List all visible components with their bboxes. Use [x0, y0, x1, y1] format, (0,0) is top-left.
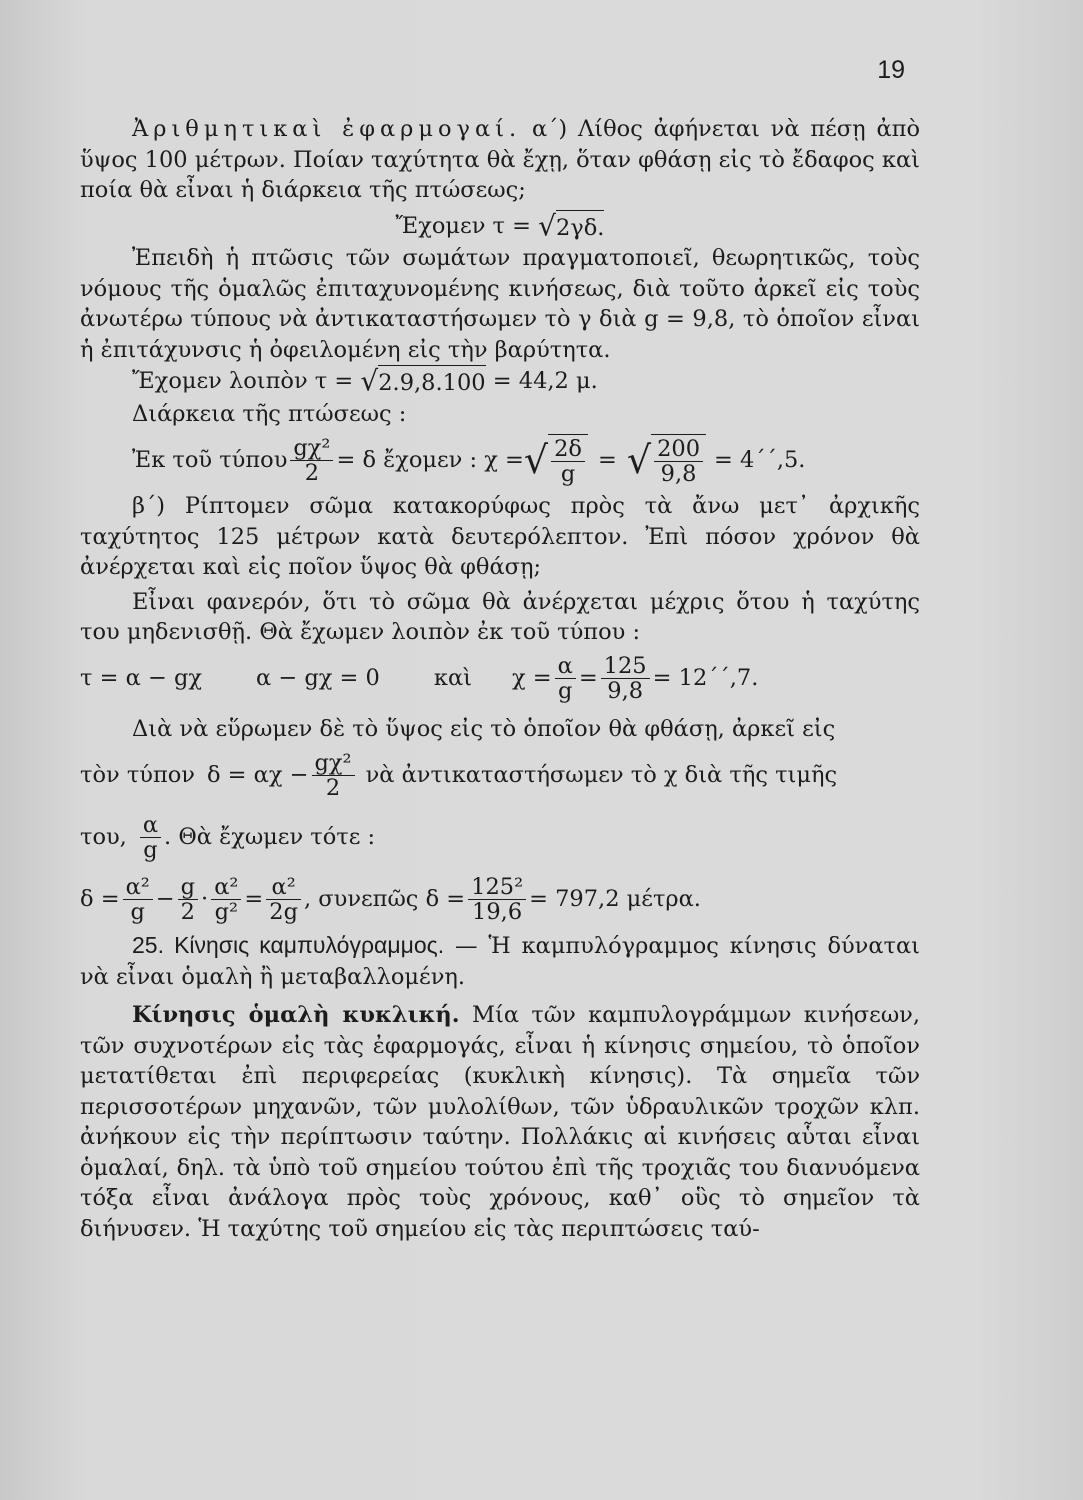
equals-sign: = [597, 446, 617, 473]
fraction [468, 875, 526, 924]
eq2-radicand: 2.9,8.100 [378, 365, 485, 399]
fraction [555, 654, 576, 703]
sqrt-symbol: √ $\frac{200}{9,8}$ [627, 434, 706, 486]
formula2-f2: α − gχ = 0 [256, 665, 380, 692]
fraction [178, 875, 198, 924]
fraction-denominator: g [558, 678, 573, 704]
formula3-prefix: τὸν τύπον [80, 761, 195, 788]
formula-value [80, 806, 920, 868]
eq2-lhs: τ = [314, 367, 354, 394]
fraction-denominator: g² [214, 898, 239, 925]
section-25-title: 25. Κίνησις καμπυλόγραμμος. [132, 932, 445, 958]
exercise-heading: Ἀριθμητικαὶ ἐφαρμογαί. [132, 116, 522, 142]
fraction-denominator: 9,8 [607, 678, 644, 704]
eq1-radicand: 2γδ. [556, 210, 604, 244]
formula4-prefix: του, [80, 823, 127, 850]
uniform-circular-text: Μία τῶν καμπυλογράμμων κινήσεων, τῶν συχνοτέρων εἰς τὰς ἐφαρμογάς, εἶναι ἡ κίνησις σημείου, τὸ ὁποῖον μετατίθεται ἐπὶ περιφερείας (κυκλικὴ κίνησις). Τὰ σημεῖα τῶν περισσοτέρων μηχανῶν, τῶν μυλολίθων, τῶν ὑδραυλικῶν τροχῶν κλπ. ἀνήκουν εἰς τὴν περίπτωσιν ταύτην. Πολλάκις αἱ κινήσεις αὗται εἶναι ὁμαλαί, δηλ. τὰ ὑπὸ τοῦ σημείου τούτου ἐπὶ τῆς τροχιᾶς του διανυόμενα τόξα εἶναι ἀνάλογα πρὸς τοὺς χρόνους, καθ᾽ οὓς τὸ σημεῖον τὰ διήνυσεν. Ἡ ταχύτης τοῦ σημείου εἰς τὰς περιπτώσεις ταύ- [80, 1002, 921, 1242]
paragraph-since: Ἐπειδὴ ἡ πτῶσις τῶν σωμάτων πραγματοποιεῖ, θεωρητικῶς, τοὺς νόμους τῆς ὁμαλῶς ἐπιταχυνομένης κινήσεως, διὰ τοῦτο ἀρκεῖ εἰς τοὺς ἀνωτέρω τύπους νὰ ἀντικαταστήσωμεν τὸ γ διὰ g = 9,8, τὸ ὁποῖον εἶναι ἡ ἐπιτάχυνσις ἡ ὀφειλομένη εἰς τὴν βαρύτητα. [80, 245, 920, 363]
fraction [140, 813, 161, 862]
fraction-numerator: α² [266, 875, 301, 900]
formula2-and: καὶ [433, 665, 472, 692]
fraction-numerator: g [178, 875, 198, 900]
fraction-numerator: 125 [601, 654, 650, 679]
fraction-numerator: 125² [468, 875, 526, 900]
paragraph-height: Διὰ νὰ εὕρωμεν δὲ τὸ ὕψος εἰς τὸ ὁποῖον θὰ φθάσῃ, ἀρκεῖ εἰς [132, 715, 836, 742]
fraction [290, 436, 333, 485]
fraction [601, 654, 650, 703]
eq1-lhs: τ = [492, 212, 531, 239]
fraction [654, 437, 703, 486]
eq1-label: Ἔχομεν [395, 212, 486, 239]
minus-sign: − [155, 885, 175, 912]
fraction [211, 875, 241, 924]
fraction-denominator: 2 [180, 898, 195, 925]
formula5-lhs: δ = [80, 885, 120, 912]
uniform-circular-paragraph [80, 1000, 920, 1244]
formula2-chi: χ = [511, 665, 552, 692]
page-number: 19 [877, 56, 905, 84]
fraction [312, 751, 355, 800]
sqrt-symbol: √ $\frac{2\delta}{g}$ [524, 434, 588, 486]
sqrt-symbol: √2γδ. [538, 209, 605, 242]
fraction-denominator: g [130, 898, 145, 925]
eq2-result: = 44,2 μ. [492, 367, 598, 394]
fraction-numerator: 200 [654, 437, 703, 462]
page-body [80, 114, 920, 1244]
formula3-lhs: δ = αχ − [206, 761, 309, 788]
uniform-circular-title: Κίνησις ὁμαλὴ κυκλική. [132, 1002, 460, 1028]
fraction-denominator: 2 [304, 459, 320, 486]
formula1-mid: = δ ἔχομεν : χ = [336, 446, 524, 473]
formula2-f1: τ = α − gχ [80, 665, 202, 692]
section-25-paragraph [80, 930, 920, 992]
formula5-result: = 797,2 μέτρα. [529, 885, 701, 912]
fraction [551, 437, 585, 486]
fraction-numerator: α [555, 654, 576, 679]
sqrt-symbol: √2.9,8.100 [360, 364, 486, 398]
fraction-denominator: 19,6 [472, 898, 523, 925]
fraction-denominator: g [560, 461, 576, 487]
paragraph-evident: Εἶναι φανερόν, ὅτι τὸ σῶμα θὰ ἀνέρχεται μέχρις ὅτου ἡ ταχύτης του μηδενισθῇ. Θὰ ἔχωμεν λοιπὸν ἐκ τοῦ τύπου : [80, 588, 920, 645]
fraction [123, 875, 153, 924]
fraction-numerator: α² [123, 875, 153, 900]
formula-height [80, 744, 920, 806]
equation-velocity-value [132, 365, 920, 399]
fraction-denominator: 2 [325, 774, 341, 801]
exercise-b-paragraph: β΄) Ρίπτομεν σῶμα κατακορύφως πρὸς τὰ ἄνω μετ᾽ ἀρχικῆς ταχύτητος 125 μέτρων κατὰ δευτερόλεπτον. Ἐπὶ πόσον χρόνον θὰ ἀνέρχεται καὶ εἰς ποῖον ὕψος θὰ φθάσῃ; [80, 493, 920, 580]
fraction-numerator: α² [211, 875, 241, 900]
fraction-denominator: 9,8 [660, 461, 697, 487]
eq2-label: Ἔχομεν λοιπὸν [132, 367, 308, 394]
fraction-numerator: gχ² [312, 751, 355, 776]
formula2-result: = 12΄΄,7. [652, 665, 759, 692]
fraction-numerator: 2δ [551, 437, 585, 462]
fraction-numerator: gχ² [290, 436, 333, 461]
dot-sign: · [201, 885, 209, 912]
formula4-suffix: . Θὰ ἔχωμεν τότε : [164, 823, 376, 850]
fraction-denominator: g [143, 836, 158, 863]
formula1-result: = 4΄΄,5. [714, 446, 806, 473]
equals-sign: = [578, 665, 598, 692]
formula1-prefix: Ἐκ τοῦ τύπου [132, 446, 288, 473]
duration-label: Διάρκεια τῆς πτώσεως : [132, 400, 407, 427]
fraction-denominator: 2g [269, 898, 298, 925]
formula-duration [132, 429, 920, 491]
formula-height-result [80, 868, 920, 930]
formula-time [80, 648, 920, 710]
fraction [266, 875, 301, 924]
formula3-suffix: νὰ ἀντικαταστήσωμεν τὸ χ διὰ τῆς τιμῆς [365, 761, 838, 788]
exercise-a-paragraph [80, 114, 920, 206]
section-25-text: — Ἡ καμπυλόγραμμος κίνησις δύναται νὰ εἶναι ὁμαλὴ ἢ μεταβαλλομένη. [80, 933, 921, 990]
equation-velocity [80, 210, 920, 244]
equals-sign: = [244, 885, 264, 912]
exercise-a-text: α΄) Λίθος ἀφήνεται νὰ πέσῃ ἀπὸ ὕψος 100 μέτρων. Ποίαν ταχύτητα θὰ ἔχῃ, ὅταν φθάσῃ εἰς τὸ ἔδαφος καὶ ποία θὰ εἶναι ἡ διάρκεια τῆς πτώσεως; [80, 116, 920, 203]
formula5-consequently: , συνεπῶς δ = [304, 885, 466, 912]
fraction-numerator: α [140, 813, 161, 838]
